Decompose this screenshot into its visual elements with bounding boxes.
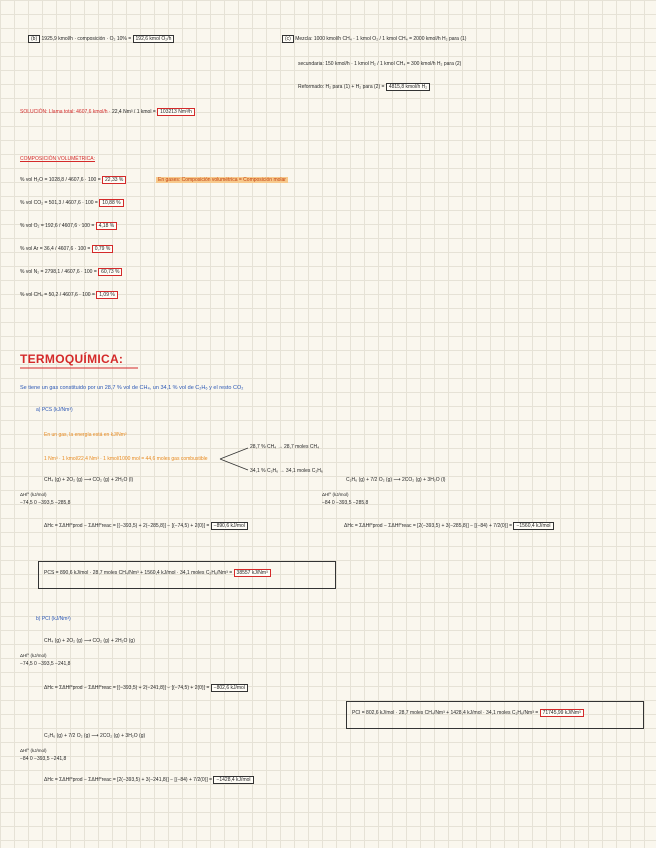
reaction-2-enthalpies: −84 0 −393,5 −285,8	[322, 500, 369, 506]
reaction-1: CH₄ (g) + 2O₂ (g) ⟶ CO₂ (g) + 2H₂O (l)	[44, 477, 134, 483]
enthalpy-eq-2: ΔHc = ΣΔHf°prod − ΣΔHf°reac = [2(−393,5) + 3(−285,8)] − [(−84) + 7/2(0)] =	[344, 523, 513, 529]
enthalpy-eq-4-result: −1428,4 kJ/mol	[213, 776, 253, 784]
solucion-text: SOLUCIÓN: Llama total: 4607,6 kmol/h ·	[20, 109, 111, 115]
comp-row: % vol N₂ = 2798,1 / 4607,6 · 100 = 60,73 %	[20, 269, 122, 276]
composicion-heading: COMPOSICIÓN VOLUMÉTRICA:	[20, 156, 96, 162]
pcs-line: PCS = 890,6 kJ/mol · 28,7 moles CH₄/Nm³ + 1560,4 kJ/mol · 34,1 moles C₂H₆/Nm³ =	[44, 570, 233, 576]
part-a-conversion: 1 Nm³ · 1 kmol/22,4 Nm³ · 1 kmol/1000 mol = 44,6 moles gas combustible	[44, 456, 208, 462]
comp-row: % vol Ar = 36,4 / 4607,6 · 100 = 0,79 %	[20, 246, 113, 253]
pci-line: PCI = 802,6 kJ/mol · 28,7 moles CH₄/Nm³ + 1428,4 kJ/mol · 34,1 moles C₂H₆/Nm³ =	[352, 710, 539, 716]
termoquimica-title: TERMOQUÍMICA:	[20, 352, 124, 366]
dhf-label-2: ΔHf° (kJ/mol)	[322, 492, 349, 497]
title-underline	[20, 367, 140, 371]
part-a-label: a) PCS (kJ/Nm³)	[36, 407, 73, 413]
branch-ch4: 28,7 % CH₄ → 28,7 moles CH₄	[250, 444, 320, 450]
termo-intro: Se tiene un gas constituido por un 28,7 % vol de CH₄, un 34,1 % vol de C₂H₆ y el resto CO₂	[20, 385, 244, 391]
item-b-result: 192,6 kmol O₂/h	[133, 35, 175, 43]
pci-result: 71745,99 kJ/Nm³	[540, 709, 584, 717]
item-c-reformado: Reformado: H₂ para (1) + H₂ para (2) =	[298, 84, 385, 90]
reaction-3: CH₄ (g) + 2O₂ (g) ⟶ CO₂ (g) + 2H₂O (g)	[44, 638, 135, 644]
branch-c2h6: 34,1 % C₂H₆ → 34,1 moles C₂H₆	[250, 468, 323, 474]
comp-row: % vol CH₄ = 50,2 / 4607,6 · 100 = 1,09 %	[20, 292, 118, 299]
solucion-frac: 22,4 Nm³ / 1 kmol =	[111, 109, 156, 115]
composicion-note: En gases: Composición volumétrica = Composición molar	[158, 177, 286, 183]
enthalpy-eq-4: ΔHc = ΣΔHf°prod − ΣΔHf°reac = [2(−393,5) + 3(−241,8)] − [(−84) + 7/2(0)] =	[44, 777, 213, 783]
reaction-4-enthalpies: −84 0 −393,5 −241,8	[20, 756, 67, 762]
part-b-label: b) PCI (kJ/Nm³)	[36, 616, 71, 622]
reaction-2: C₂H₆ (g) + 7/2 O₂ (g) ⟶ 2CO₂ (g) + 3H₂O (l)	[346, 477, 446, 483]
part-a-note: En un gas, la energía está en kJ/Nm³	[44, 432, 127, 438]
dhf-label-3: ΔHf° (kJ/mol)	[20, 653, 47, 658]
item-b-marker: (b)	[28, 35, 40, 43]
item-c-secundaria: secundaria: 150 kmol/h · 1 kmol H₂ / 1 kmol CH₄ = 300 kmol/h H₂ para (2)	[298, 61, 462, 67]
enthalpy-eq-1-result: −890,6 kJ/mol	[211, 522, 248, 530]
comp-row: % vol O₂ = 192,6 / 4607,6 · 100 = 4,18 %	[20, 223, 117, 230]
item-c-marker: (c)	[282, 35, 294, 43]
enthalpy-eq-2-result: −1560,4 kJ/mol	[513, 522, 553, 530]
reaction-3-enthalpies: −74,5 0 −393,5 −241,8	[20, 661, 71, 667]
enthalpy-eq-3-result: −802,6 kJ/mol	[211, 684, 248, 692]
enthalpy-eq-3: ΔHc = ΣΔHf°prod − ΣΔHf°reac = [(−393,5) + 2(−241,8)] − [(−74,5) + 2(0)] =	[44, 685, 210, 691]
item-c-result: 4815,8 kmol/h H₂	[386, 83, 430, 91]
comp-row: % vol H₂O = 1028,8 / 4607,6 · 100 = 22,33 %	[20, 177, 126, 184]
item-b-text: 1925,9 kmol/h · composición · O₂ 10% =	[41, 36, 132, 42]
reaction-1-enthalpies: −74,5 0 −393,5 −285,8	[20, 500, 71, 506]
dhf-label-1: ΔHf° (kJ/mol)	[20, 492, 47, 497]
dhf-label-4: ΔHf° (kJ/mol)	[20, 748, 47, 753]
pcs-result: 38557 kJ/Nm³	[234, 569, 271, 577]
reaction-4: C₂H₆ (g) + 7/2 O₂ (g) ⟶ 2CO₂ (g) + 3H₂O (g)	[44, 733, 146, 739]
item-c-mezcla: Mezcla: 1000 kmol/h CH₄ · 1 kmol O₂ / 1 kmol CH₄ = 2000 kmol/h H₂ para (1)	[295, 36, 467, 42]
comp-row: % vol CO₂ = 501,3 / 4607,6 · 100 = 10,88 %	[20, 200, 124, 207]
solucion-result: 103213 Nm³/h	[157, 108, 195, 116]
enthalpy-eq-1: ΔHc = ΣΔHf°prod − ΣΔHf°reac = [(−393,5) + 2(−285,8)] − [(−74,5) + 2(0)] =	[44, 523, 210, 529]
branch-arrows	[220, 446, 250, 472]
